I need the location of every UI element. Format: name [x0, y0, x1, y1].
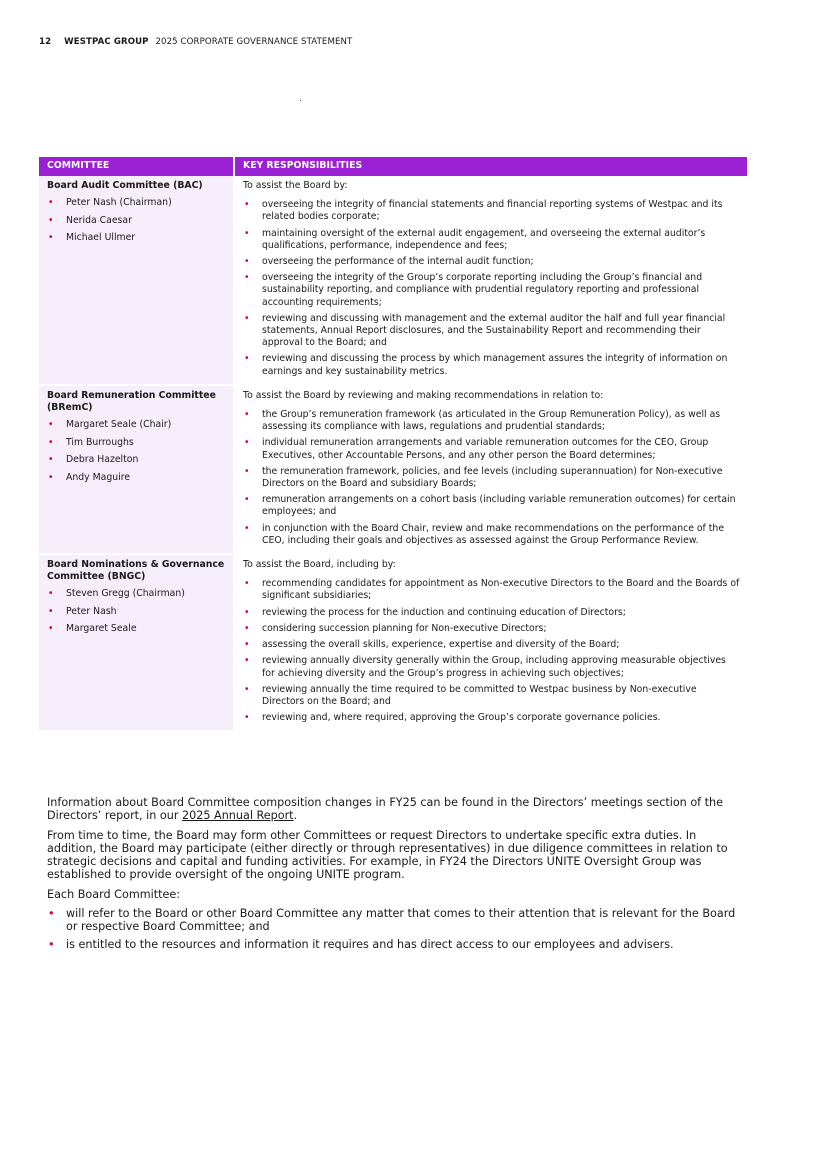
- responsibilities-intro: To assist the Board by:: [243, 180, 348, 191]
- responsibility-item: • overseeing the integrity of the Group’s corporate reporting including the Group’s financial and sustainability reporting, and compliance with prudential regulatory reporting and professional accounting requirements;: [243, 272, 741, 309]
- table-row: [39, 176, 747, 386]
- table-row: [39, 386, 747, 555]
- responsibility-item: • assessing the overall skills, experience, expertise and diversity of the Board;: [243, 639, 741, 651]
- responsibility-list: [243, 578, 741, 724]
- responsibilities-intro: To assist the Board by reviewing and making recommendations in relation to:: [243, 389, 604, 401]
- member-item: • Michael Ullmer: [47, 232, 225, 244]
- member-item: • Andy Maguire: [47, 472, 225, 484]
- paragraph-end: .: [293, 809, 298, 823]
- responsibility-item: • overseeing the performance of the internal audit function;: [243, 256, 741, 268]
- member-item: • Peter Nash (Chairman): [47, 197, 225, 209]
- responsibility-list: [243, 199, 741, 378]
- paragraph: [47, 796, 747, 823]
- member-item: • Margaret Seale: [47, 623, 225, 635]
- brand-name: WESTPAC GROUP: [64, 37, 149, 47]
- committee-cell: [39, 176, 235, 386]
- responsibilities-cell: [235, 176, 747, 386]
- header-committee: COMMITTEE: [39, 157, 235, 176]
- responsibility-item: • reviewing and, where required, approving the Group’s corporate governance policies.: [243, 712, 741, 724]
- committee-name: Board Remuneration Committee (BRemC): [47, 389, 216, 414]
- paragraph-text: Information about Board Committee composition changes in FY25 can be found in the Directors’ meetings section of the Directors’ report, in our: [47, 796, 724, 823]
- member-list: [47, 588, 225, 635]
- member-item: • Steven Gregg (Chairman): [47, 588, 225, 600]
- stray-dot: [300, 100, 301, 101]
- committee-table: [39, 157, 747, 732]
- responsibilities-cell: [235, 386, 747, 555]
- table-header-row: [39, 157, 747, 176]
- responsibility-item: • considering succession planning for Non-executive Directors;: [243, 623, 741, 635]
- list-item: • is entitled to the resources and information it requires and has direct access to our employees and advisers.: [47, 938, 747, 951]
- member-item: • Peter Nash: [47, 606, 225, 618]
- responsibility-item: • reviewing the process for the induction and continuing education of Directors;: [243, 607, 741, 619]
- responsibility-item: • the remuneration framework, policies, and fee levels (including superannuation) for Non-executive Directors on the Board and subsidiary Boards;: [243, 466, 741, 490]
- committee-name: Board Audit Committee (BAC): [47, 180, 203, 191]
- member-item: • Nerida Caesar: [47, 215, 225, 227]
- annual-report-link[interactable]: 2025 Annual Report: [182, 809, 294, 823]
- responsibility-item: • overseeing the integrity of financial statements and financial reporting systems of Westpac and its related bodies corporate;: [243, 199, 741, 223]
- page-header: [39, 37, 352, 47]
- table-row: [39, 555, 747, 732]
- responsibility-item: • in conjunction with the Board Chair, review and make recommendations on the performance of the CEO, including their goals and objectives as assessed against the Group Performance Review.: [243, 523, 741, 547]
- responsibility-list: [243, 409, 741, 547]
- page-number: 12: [39, 37, 52, 47]
- paragraph: Each Board Committee:: [47, 887, 181, 901]
- responsibility-item: • individual remuneration arrangements and variable remuneration outcomes for the CEO, Group Executives, other Accountable Persons, and any other person the Board determines;: [243, 437, 741, 461]
- responsibilities-cell: [235, 555, 747, 732]
- committee-cell: [39, 386, 235, 555]
- responsibility-item: • recommending candidates for appointment as Non-executive Directors to the Board and the Boards of significant subsidiaries;: [243, 578, 741, 602]
- member-item: • Tim Burroughs: [47, 437, 225, 449]
- member-item: • Margaret Seale (Chair): [47, 419, 225, 431]
- responsibility-item: • reviewing and discussing the process by which management assures the integrity of information on earnings and key sustainability metrics.: [243, 353, 741, 377]
- responsibility-item: • reviewing annually diversity generally within the Group, including approving measurable objectives for achieving diversity and the Group’s progress in achieving such objectives;: [243, 655, 741, 679]
- paragraph: From time to time, the Board may form other Committees or request Directors to undertake specific extra duties. In addition, the Board may participate (either directly or through representatives) in due diligence committees in relation to strategic decisions and capital and funding activities. For example, in FY24 the Directors UNITE Oversight Group was established to provide oversight of the ongoing UNITE program.: [47, 828, 728, 882]
- committee-name: Board Nominations & Governance Committee (BNGC): [47, 559, 225, 583]
- member-list: [47, 419, 225, 484]
- member-list: [47, 197, 225, 244]
- list-item: • will refer to the Board or other Board Committee any matter that comes to their attention that is relevant for the Board or respective Board Committee; and: [47, 907, 747, 934]
- responsibility-item: • reviewing annually the time required to be committed to Westpac business by Non-executive Directors on the Board; and: [243, 684, 741, 708]
- responsibility-item: • the Group’s remuneration framework (as articulated in the Group Remuneration Policy), as well as assessing its compliance with laws, regulations and prudential standards;: [243, 409, 741, 433]
- responsibilities-intro: To assist the Board, including by:: [243, 559, 396, 571]
- member-item: • Debra Hazelton: [47, 454, 225, 466]
- committee-cell: [39, 555, 235, 732]
- body-bullet-list: [47, 907, 747, 951]
- responsibility-item: • reviewing and discussing with management and the external auditor the half and full year financial statements, Annual Report disclosures, and the Sustainability Report and recommending their approval to the Board; and: [243, 313, 741, 350]
- body-text: [47, 796, 747, 955]
- document-title: 2025 CORPORATE GOVERNANCE STATEMENT: [155, 37, 353, 47]
- responsibility-item: • remuneration arrangements on a cohort basis (including variable remuneration outcomes) for certain employees; and: [243, 494, 741, 518]
- header-key-responsibilities: KEY RESPONSIBILITIES: [235, 157, 747, 176]
- responsibility-item: • maintaining oversight of the external audit engagement, and overseeing the external auditor’s qualifications, performance, independence and fees;: [243, 228, 741, 252]
